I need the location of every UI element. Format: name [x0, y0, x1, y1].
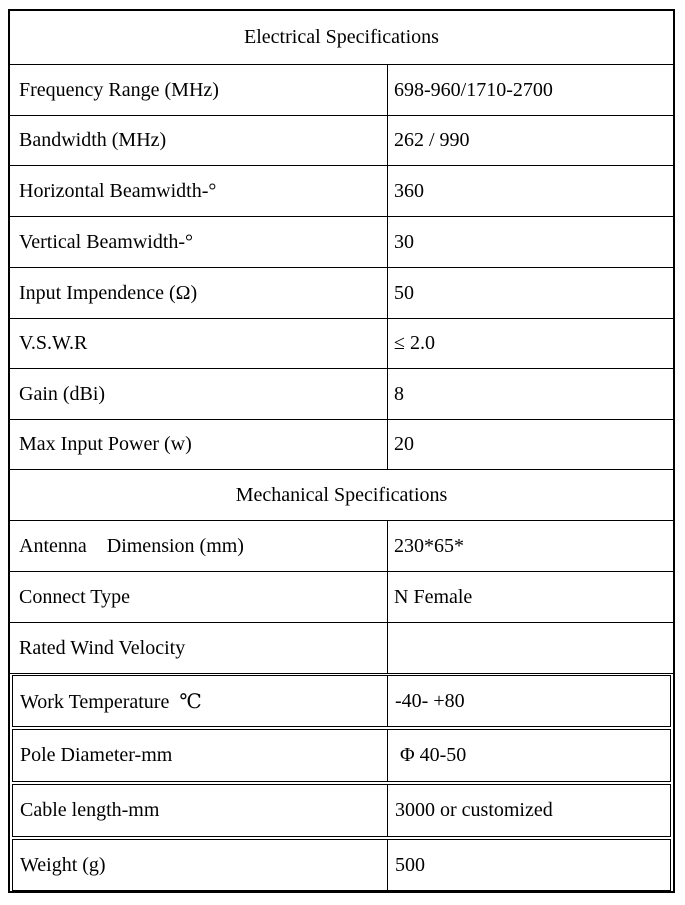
mechanical-section-title: Mechanical Specifications	[235, 483, 448, 506]
table-row	[12, 675, 671, 727]
spec-label: Connect Type	[19, 585, 130, 608]
spec-value: 500	[395, 853, 425, 876]
table-row	[10, 521, 673, 571]
spec-label: Cable length-mm	[20, 799, 160, 821]
spec-value: ≤ 2.0	[394, 332, 435, 354]
spec-label: Rated Wind Velocity	[19, 636, 186, 659]
spec-value: -40- +80	[395, 689, 465, 712]
spec-label: Vertical Beamwidth-°	[19, 230, 194, 253]
table-row	[10, 319, 673, 368]
table-row	[10, 369, 673, 419]
spec-label: Max Input Power (w)	[19, 433, 192, 455]
spec-value: 698-960/1710-2700	[394, 78, 553, 101]
table-row	[10, 166, 673, 216]
electrical-section-title: Electrical Specifications	[244, 26, 439, 48]
spec-label: Input Impendence (Ω)	[19, 281, 198, 304]
table-row	[10, 420, 673, 469]
spec-label: Frequency Range (MHz)	[19, 78, 219, 101]
table-row	[10, 572, 673, 622]
table-row	[10, 623, 673, 673]
spec-value: 8	[394, 382, 404, 405]
table-row	[12, 784, 671, 837]
spec-label: Bandwidth (MHz)	[19, 129, 167, 151]
table-row	[10, 217, 673, 267]
table-row	[12, 729, 671, 782]
spec-value: 360	[394, 179, 424, 202]
spec-value: 3000 or customized	[395, 799, 553, 821]
table-row	[10, 65, 673, 115]
spec-value: Φ 40-50	[395, 744, 467, 766]
table-row	[10, 116, 673, 165]
spec-value: 50	[394, 281, 414, 304]
spec-value: 30	[394, 230, 414, 253]
spec-label: Antenna Dimension (mm)	[19, 534, 244, 557]
spec-table	[8, 9, 675, 893]
spec-label: Work Temperature ℃	[20, 690, 202, 713]
spec-label: V.S.W.R	[19, 332, 88, 354]
spec-label: Weight (g)	[20, 853, 106, 876]
spec-value: 262 / 990	[394, 129, 470, 151]
spec-label: Gain (dBi)	[19, 382, 106, 405]
spec-label: Pole Diameter-mm	[20, 744, 173, 766]
spec-value: 230*65*	[394, 534, 464, 557]
table-row	[12, 839, 671, 891]
spec-value: N Female	[394, 585, 473, 608]
spec-label: Horizontal Beamwidth-°	[19, 179, 217, 202]
spec-value: 20	[394, 433, 414, 455]
table-row	[10, 268, 673, 318]
